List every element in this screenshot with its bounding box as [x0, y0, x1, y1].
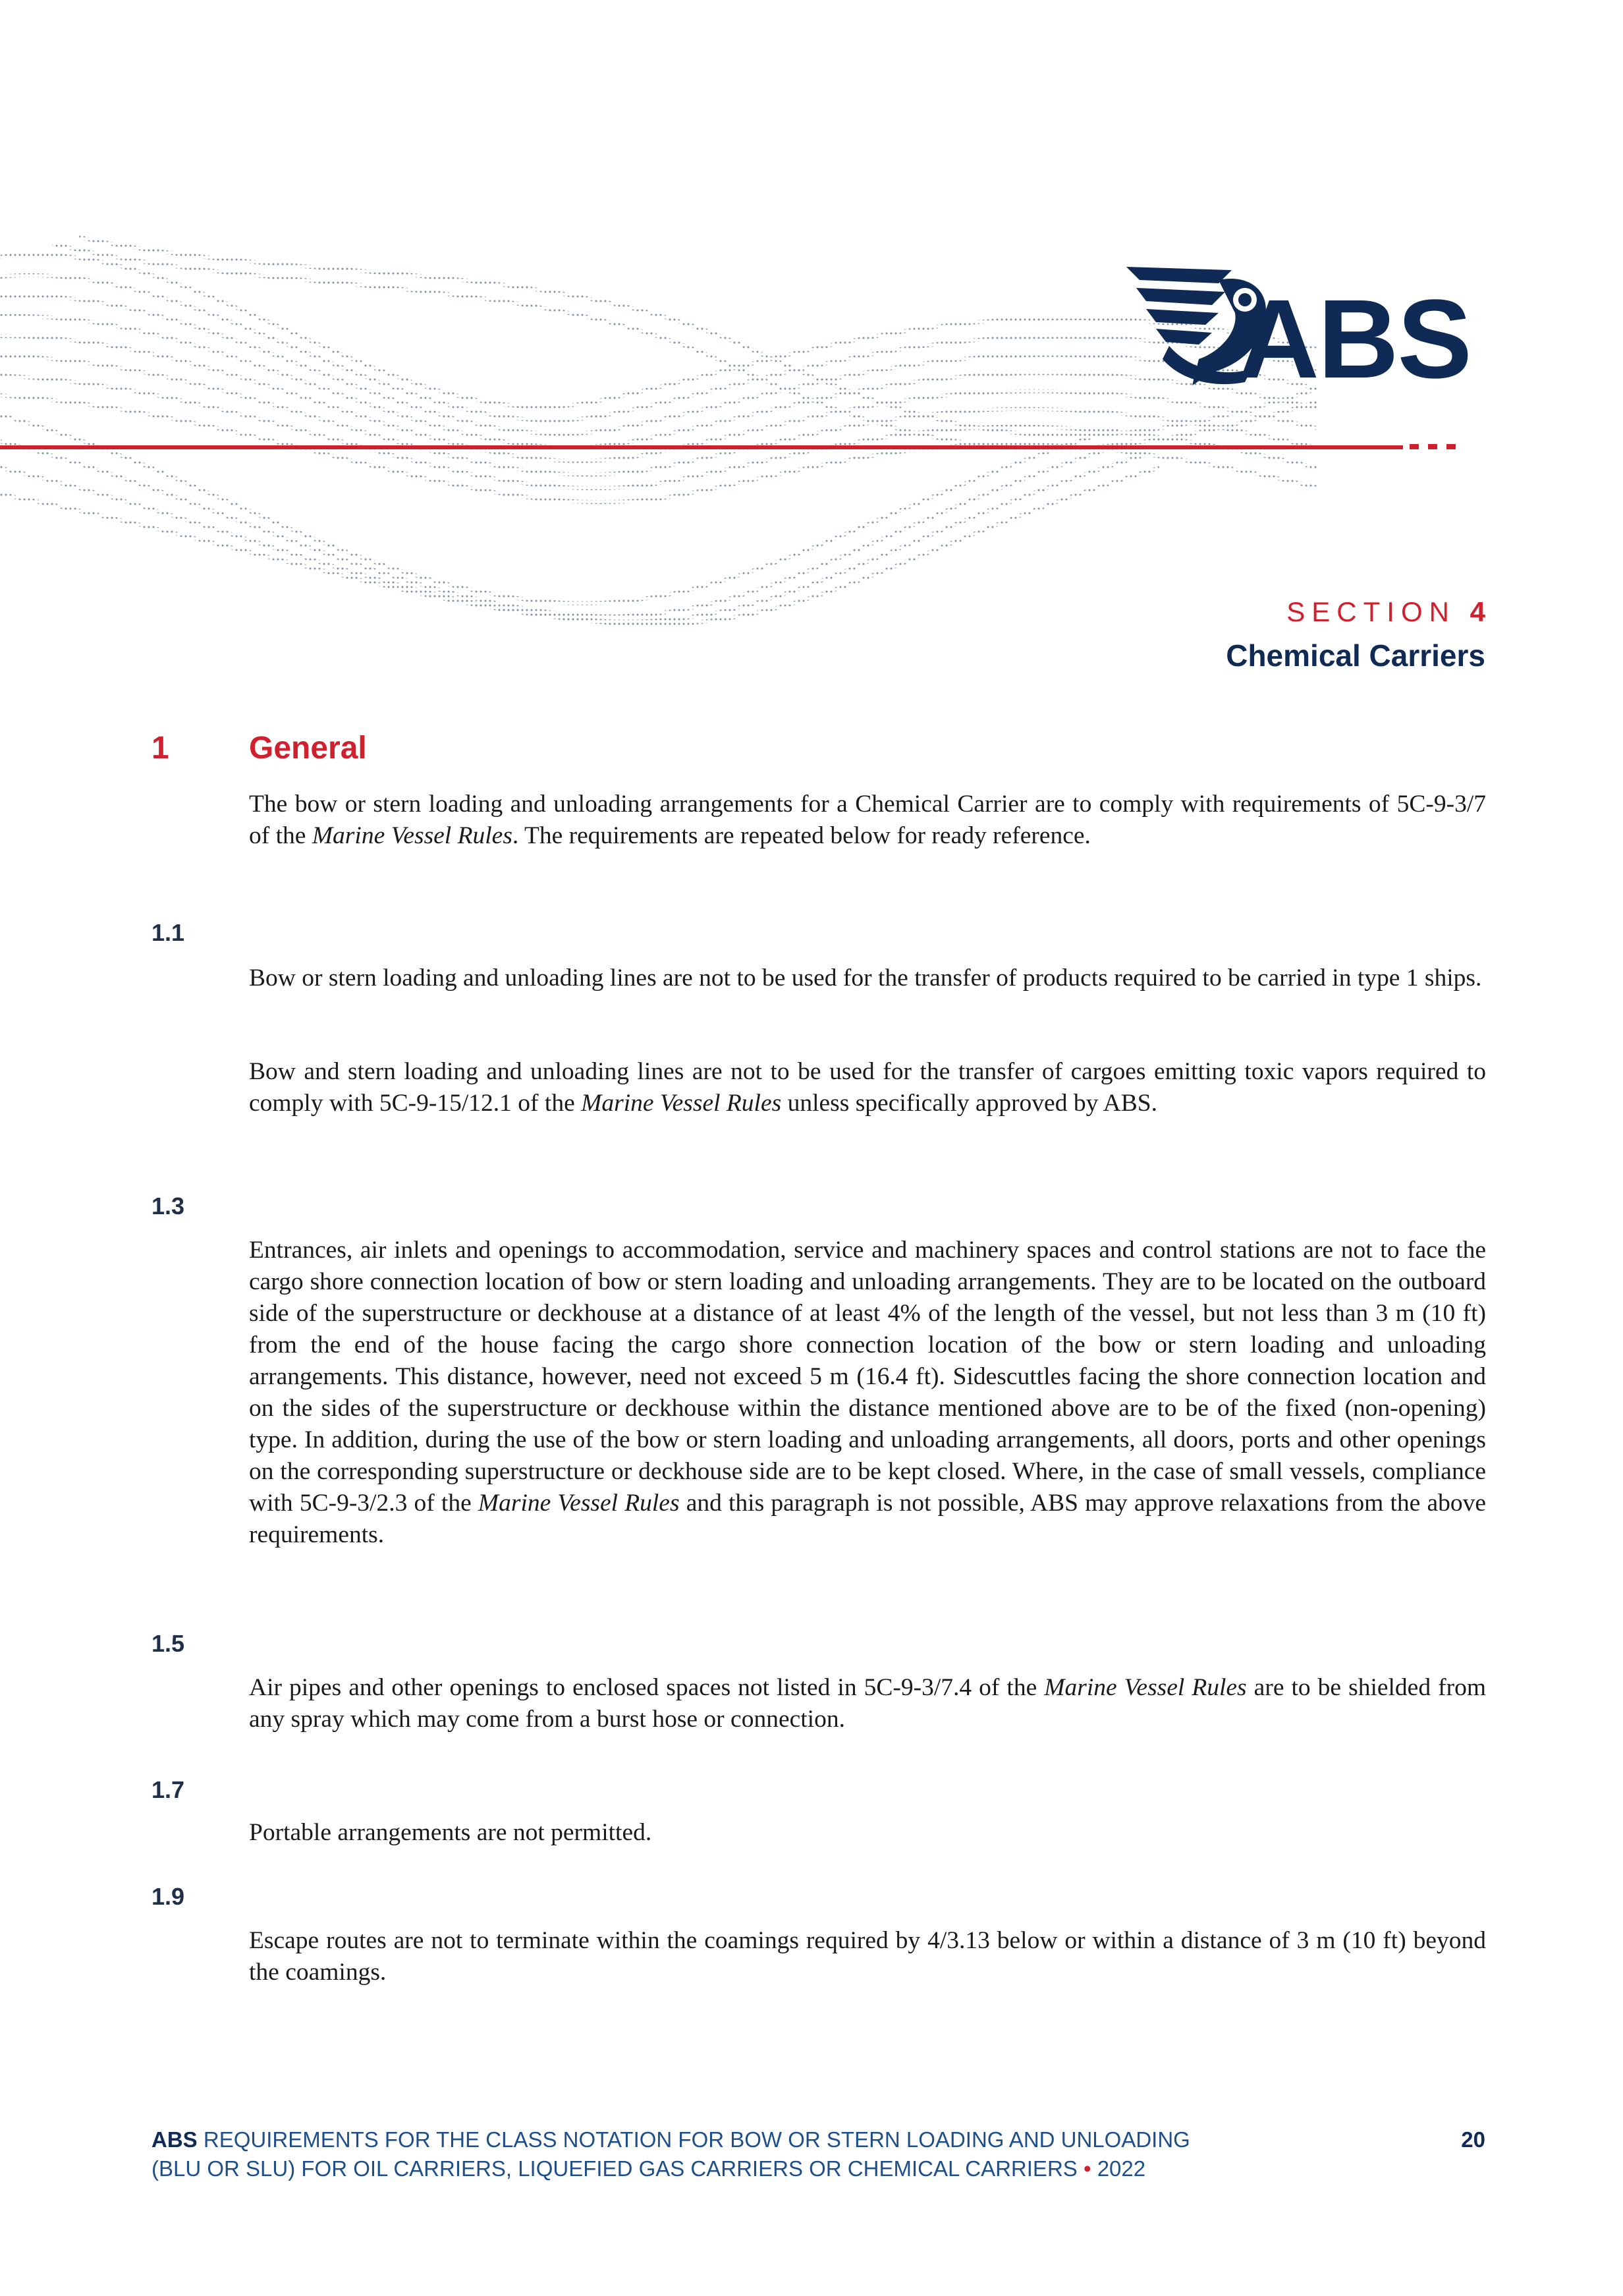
footer-year: 2022	[1097, 2156, 1146, 2181]
subsection-number-1-7: 1.7	[151, 1776, 185, 1803]
section-number: 4	[1470, 596, 1485, 627]
abs-logo-text: ABS	[1238, 277, 1471, 402]
footer-line-2: (BLU OR SLU) FOR OIL CARRIERS, LIQUEFIED GAS CARRIERS OR CHEMICAL CARRIERS	[151, 2156, 1078, 2181]
s1-1-p2-italic: Marine Vessel Rules	[581, 1090, 782, 1117]
subsection-number-1-5: 1.5	[151, 1630, 185, 1657]
s1-9-paragraph: Escape routes are not to terminate within the coamings required by 4/3.13 below or within a distance of 3 m (10 ft) beyond the coamings.	[249, 1927, 1486, 1986]
s1-5-text: Air pipes and other openings to enclosed spaces not listed in 5C-9-3/7.4 of the	[249, 1674, 1045, 1701]
subsection-number-1-1: 1.1	[151, 919, 185, 946]
page-number: 20	[1461, 2127, 1485, 2152]
section-title: Chemical Carriers	[1226, 638, 1485, 673]
s1-3-text: Entrances, air inlets and openings to accommodation, service and machinery spaces and control stations are not to face the cargo shore connection location of bow or stern loading and unloading arrangements. They are to be located on the outboard side of the superstructure or deckhouse at a distance of at least 4% of the length of the vessel, but not less than 3 m (10 ft) from the end of the house facing the cargo shore connection location of the bow or stern loading and unloading arrangements. This distance, however, need not exceed 5 m (16.4 ft). Sidescuttles facing the shore connection location and on the sides of the superstructure or deckhouse within the distance mentioned above are to be of the fixed (non-opening) type. In addition, during the use of the bow or stern loading and unloading arrangements, all doors, ports and other openings on the corresponding superstructure or deckhouse side are to be kept closed. Where, in the case of small vessels, compliance with 5C-9-3/2.3 of the	[249, 1237, 1486, 1517]
intro-paragraph	[249, 789, 1486, 852]
footer-line-1: REQUIREMENTS FOR THE CLASS NOTATION FOR BOW OR STERN LOADING AND UNLOADING	[197, 2127, 1190, 2152]
header-rule	[0, 445, 1403, 449]
s1-3-italic: Marine Vessel Rules	[478, 1490, 680, 1517]
s1-5-text-end: are to be shielded from any spray which may come from a burst hose or connection.	[249, 1674, 1486, 1733]
section-word: SECTION	[1286, 596, 1456, 627]
intro-text-end: . The requirements are repeated below for ready reference.	[512, 822, 1091, 849]
s1-5-paragraph	[249, 1672, 1486, 1735]
section-label	[1286, 596, 1485, 628]
heading-number: 1	[151, 731, 169, 766]
footer-bullet: •	[1077, 2156, 1097, 2181]
s1-3-text-end: and this paragraph is not possible, ABS may approve relaxations from the above requirements.	[249, 1490, 1486, 1548]
intro-text: The bow or stern loading and unloading arrangements for a Chemical Carrier are to comply with requirements of 5C-9-3/7 of the	[249, 791, 1486, 849]
s1-7-paragraph: Portable arrangements are not permitted.	[249, 1819, 652, 1846]
s1-5-italic: Marine Vessel Rules	[1044, 1674, 1247, 1701]
intro-italic: Marine Vessel Rules	[312, 822, 512, 849]
footer	[151, 2125, 1337, 2183]
s1-1-p2-text: Bow and stern loading and unloading lines are not to be used for the transfer of cargoes emitting toxic vapors required to comply with 5C-9-15/12.1 of the	[249, 1058, 1486, 1117]
s1-1-paragraph-2	[249, 1056, 1486, 1119]
footer-brand: ABS	[151, 2127, 198, 2152]
subsection-number-1-3: 1.3	[151, 1192, 185, 1219]
subsection-number-1-9: 1.9	[151, 1883, 185, 1910]
s1-3-paragraph	[249, 1235, 1486, 1551]
s1-1-paragraph-1: Bow or stern loading and unloading lines are not to be used for the transfer of products required to be carried in type 1 ships.	[249, 965, 1482, 992]
s1-1-p2-text-end: unless specifically approved by ABS.	[781, 1090, 1157, 1117]
header-rule-dots	[1410, 442, 1469, 451]
heading-title: General	[249, 731, 367, 766]
